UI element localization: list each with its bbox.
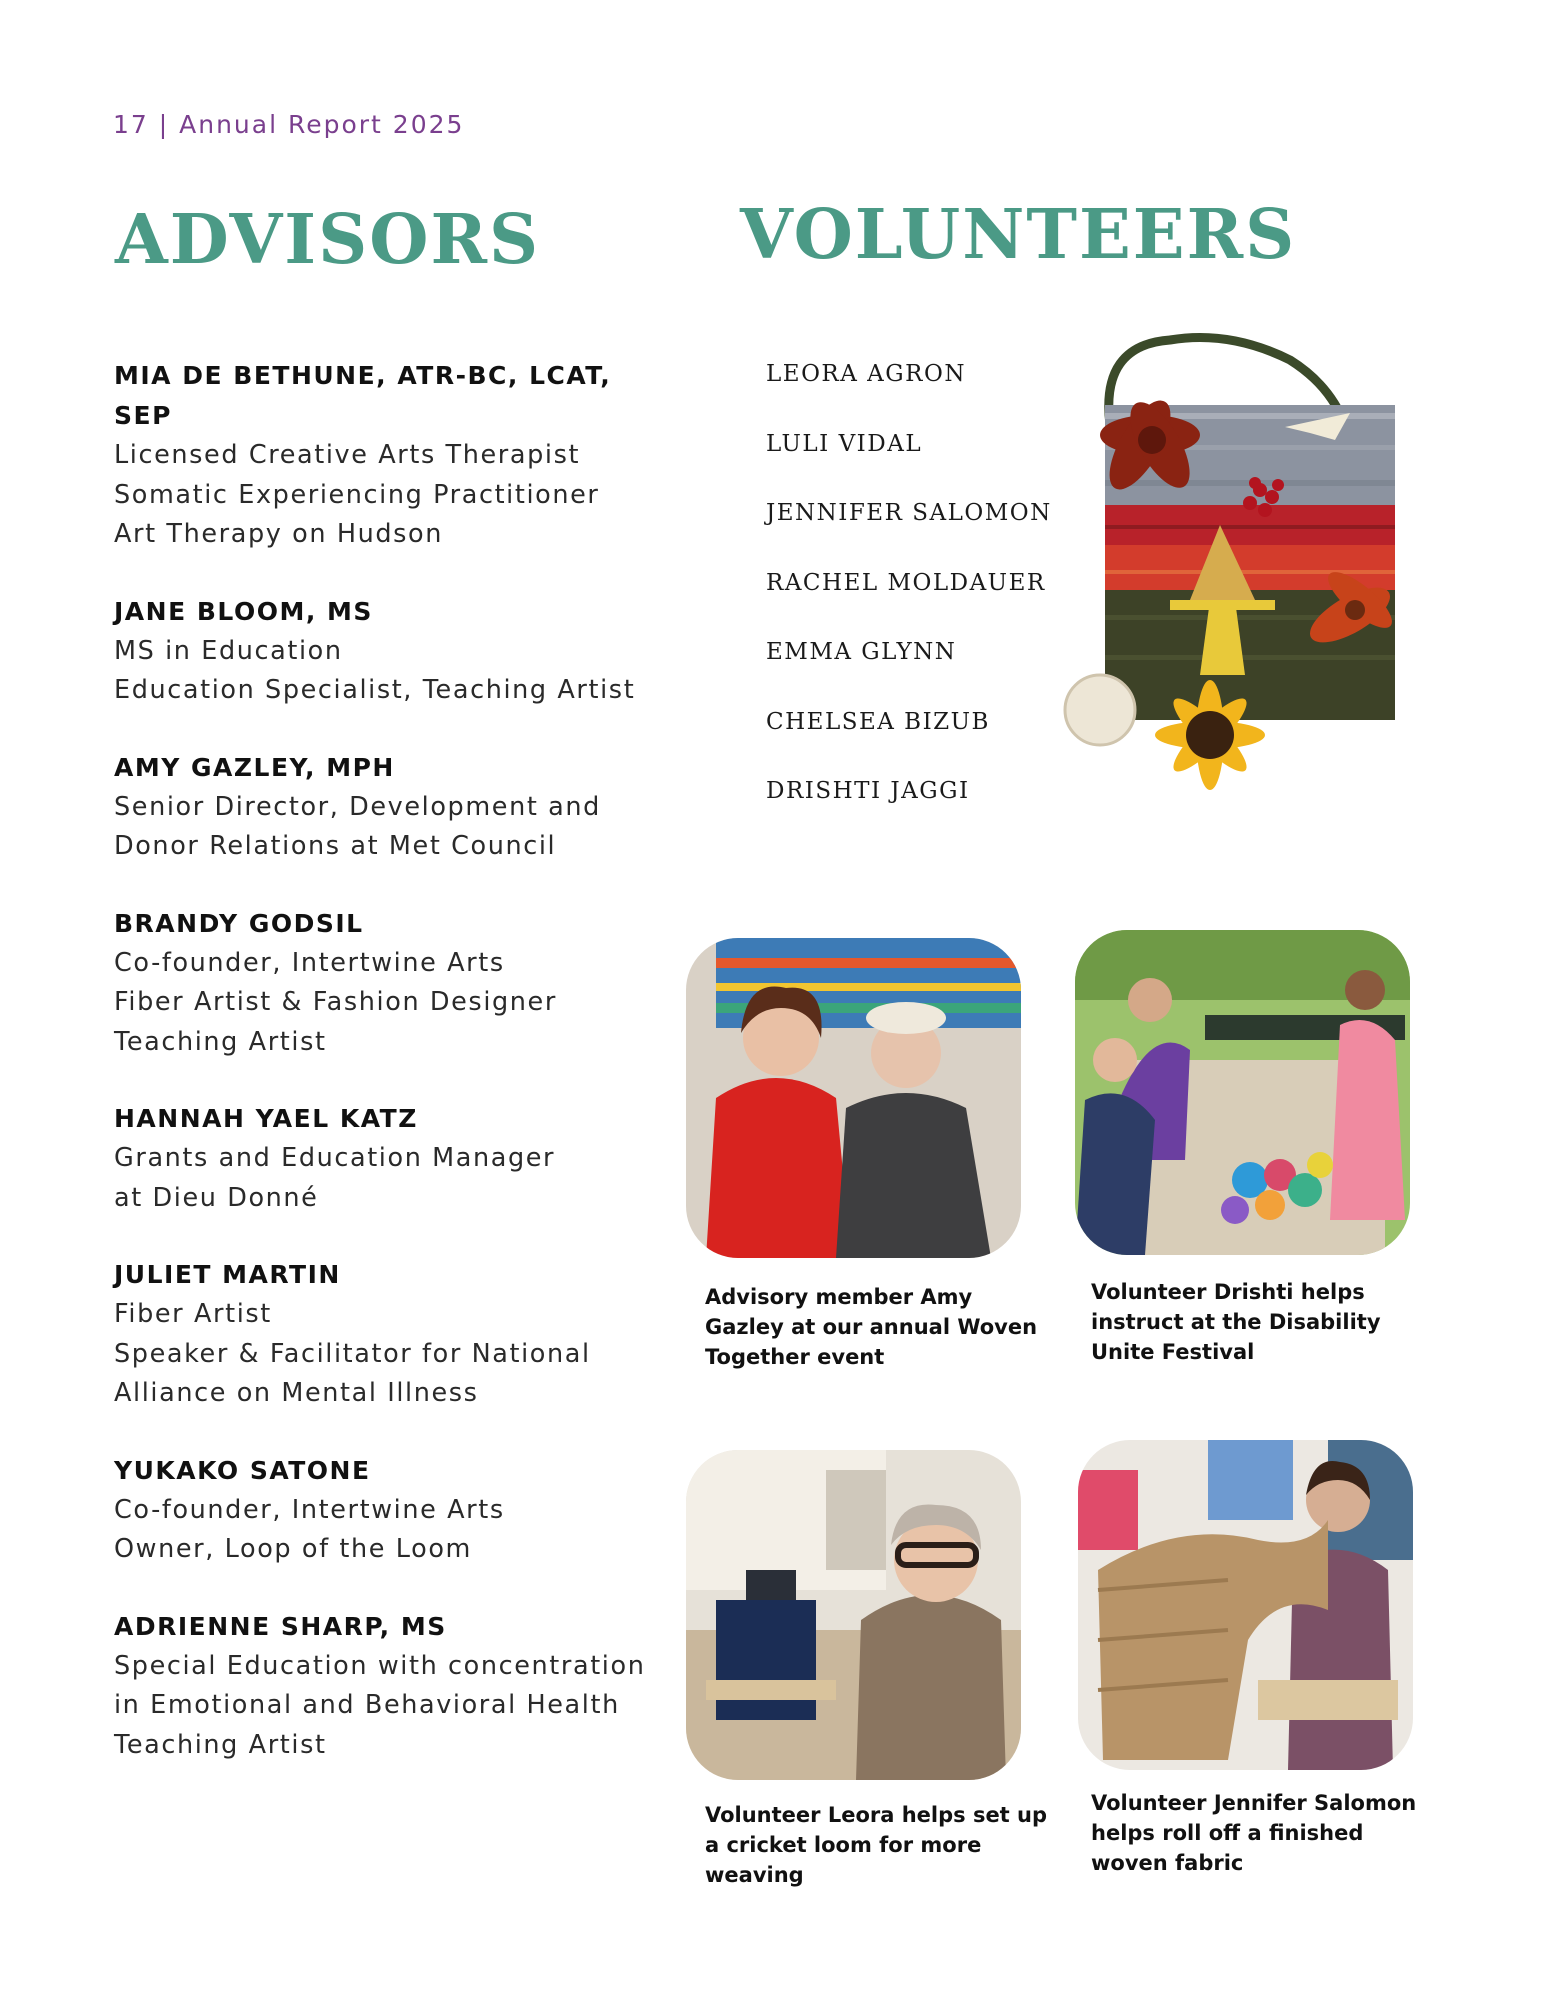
advisor-detail: MS in Education [114, 635, 343, 666]
advisor-name: JULIET MARTIN [114, 1260, 341, 1289]
volunteer-name: JENNIFER SALOMON [766, 500, 1052, 526]
photo-caption: Volunteer Leora helps set up a cricket loom for more weaving [705, 1803, 1048, 1887]
advisor-detail: Licensed Creative Arts Therapist [114, 440, 581, 470]
volunteer-name: LULI VIDAL [766, 430, 923, 457]
advisor-detail: Fiber Artist & Fashion Designer [114, 987, 557, 1017]
advisor-detail: Co-founder, Intertwine Arts [114, 947, 505, 978]
volunteer-name: DRISHTI JAGGI [766, 778, 970, 804]
photo-caption: Volunteer Jennifer Salomon helps roll off a finished woven fabric [1091, 1791, 1417, 1875]
advisor-entry [114, 1099, 674, 1218]
advisor-detail: Fiber Artist [114, 1299, 272, 1329]
advisor-detail: in Emotional and Behavioral Health [114, 1690, 620, 1720]
advisor-detail: Senior Director, Development and [114, 791, 601, 822]
photo-caption: Advisory member Amy Gazley at our annual Woven Together event [705, 1285, 1038, 1369]
advisor-name: YUKAKO SATONE [114, 1455, 371, 1485]
photo-drishti-festival [1075, 930, 1410, 1255]
advisor-entry [114, 748, 674, 867]
advisor-name: AMY GAZLEY, MPH [114, 752, 395, 782]
advisor-detail: Donor Relations at Met Council [114, 831, 557, 861]
woven-wall-hanging-image [1060, 315, 1455, 805]
advisor-detail: Special Education with concentration [114, 1650, 646, 1681]
advisor-detail: Teaching Artist [114, 1026, 327, 1057]
advisor-list [114, 356, 674, 1802]
page-header: 17 | Annual Report 2025 [113, 110, 465, 139]
volunteer-name: CHELSEA BIZUB [766, 708, 990, 735]
advisor-detail: at Dieu Donné [114, 1182, 319, 1213]
advisor-detail: Owner, Loop of the Loom [114, 1534, 472, 1564]
volunteer-name: RACHEL MOLDAUER [766, 569, 1046, 596]
advisor-entry [114, 1607, 674, 1766]
advisor-detail: Alliance on Mental Illness [114, 1378, 479, 1408]
advisor-entry [114, 1451, 674, 1570]
advisor-name: BRANDY GODSIL [114, 908, 364, 938]
advisor-entry [114, 1255, 674, 1414]
advisor-entry [114, 904, 674, 1063]
advisor-detail: Teaching Artist [114, 1729, 327, 1760]
advisor-name: HANNAH YAEL KATZ [114, 1104, 418, 1133]
advisor-detail: Co-founder, Intertwine Arts [114, 1494, 505, 1525]
advisor-detail: Grants and Education Manager [114, 1143, 556, 1173]
advisor-detail: Somatic Experiencing Practitioner [114, 479, 600, 510]
advisor-detail: Art Therapy on Hudson [114, 519, 443, 549]
photo-jennifer-woven-fabric [1078, 1440, 1413, 1770]
volunteer-name: LEORA AGRON [766, 361, 966, 387]
volunteer-list [766, 356, 1052, 843]
advisor-name: MIA DE BETHUNE, ATR-BC, LCAT, SEP [114, 361, 612, 430]
advisor-detail: Education Specialist, Teaching Artist [114, 675, 636, 705]
advisor-entry [114, 592, 674, 711]
photo-leora-cricket-loom [686, 1450, 1021, 1780]
advisor-name: JANE BLOOM, MS [114, 596, 373, 626]
advisor-detail: Speaker & Facilitator for National [114, 1338, 591, 1369]
advisors-title: ADVISORS [115, 200, 541, 280]
photo-amy-gazley [686, 938, 1021, 1258]
volunteers-title: VOLUNTEERS [740, 195, 1297, 275]
volunteer-name: EMMA GLYNN [766, 639, 957, 665]
advisor-name: ADRIENNE SHARP, MS [114, 1611, 447, 1641]
advisor-entry [114, 356, 674, 555]
photo-caption: Volunteer Drishti helps instruct at the Disability Unite Festival [1091, 1280, 1381, 1364]
